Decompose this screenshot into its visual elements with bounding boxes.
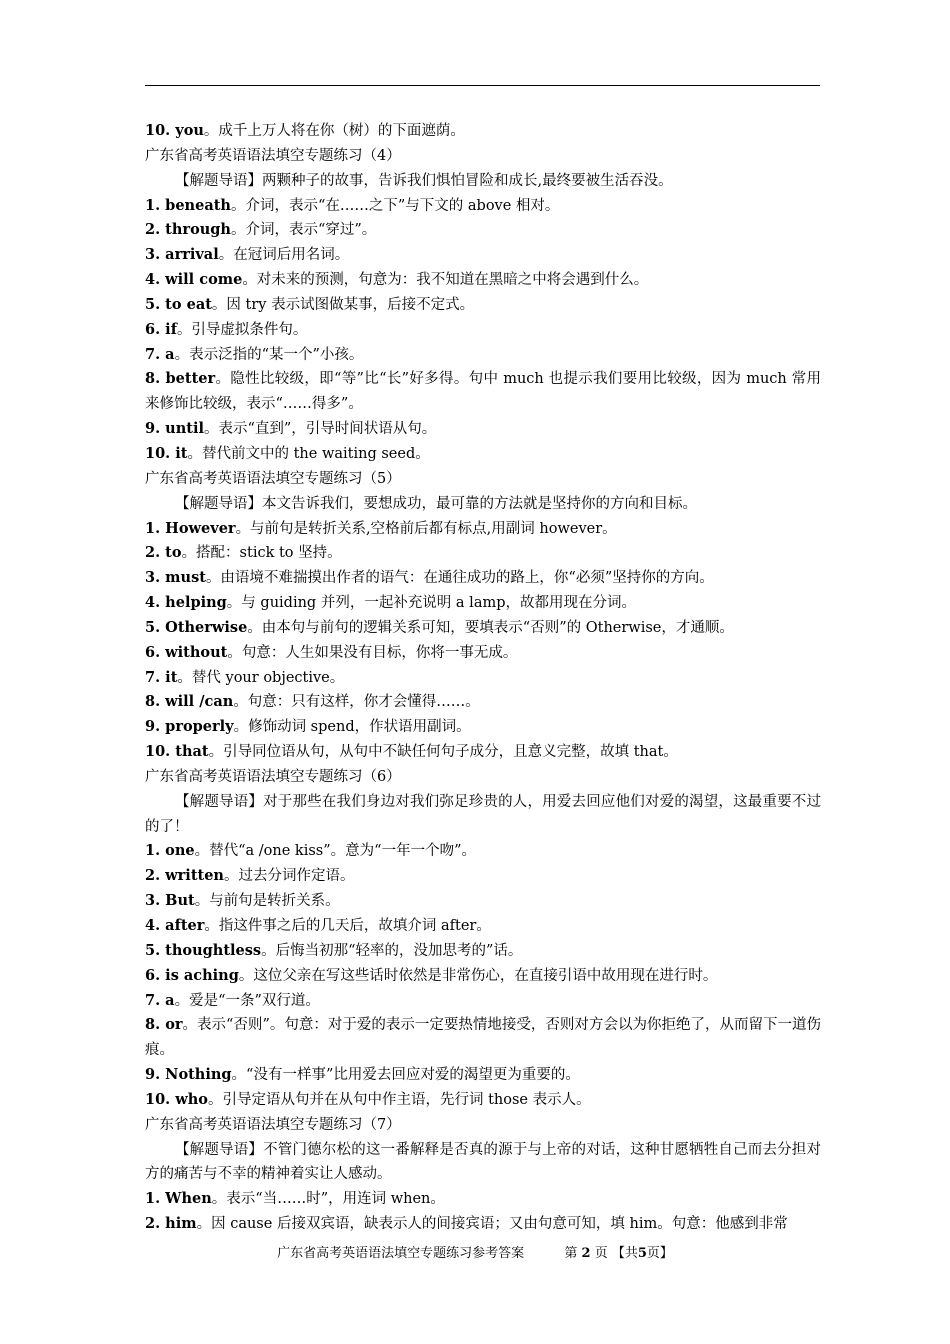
answer-word: 4. will come [145,271,243,289]
answer-item [145,442,821,467]
answer-word: 7. a [145,345,175,363]
answer-word: 1. When [145,1190,212,1208]
answer-item [145,417,821,442]
answer-explanation: 。句意：人生如果没有目标，你将一事无成。 [227,644,518,661]
answer-item [145,1088,821,1113]
answer-explanation: 。句意：只有这样，你才会懂得……。 [233,694,480,711]
answer-item [145,616,821,641]
answer-word: 3. But [145,892,195,910]
answer-explanation: 。介词，表示“穿过”。 [230,222,377,239]
answer-explanation: 。由语境不难揣摸出作者的语气：在通往成功的路上，你“必须”坚持你的方向。 [205,570,714,587]
answer-item [145,343,821,368]
answer-word: 1. However [145,519,236,537]
answer-item [145,914,821,939]
answer-item [145,864,821,889]
answer-word: 2. him [145,1215,197,1233]
footer-page-info: 第 2 页 【共5页】 [564,1246,673,1261]
section-guide: 【解题导语】对于那些在我们身边对我们弥足珍贵的人，用爱去回应他们对爱的渴望，这最重要不过的了！ [145,793,821,835]
answer-item [145,517,821,542]
answer-word: 7. a [145,991,175,1009]
footer-page-number: 2 [581,1246,591,1261]
answer-explanation: 。替代前文中的 the waiting seed。 [187,445,430,462]
answer-word: 4. after [145,917,205,934]
answer-item [145,939,821,964]
answer-word: 2. through [145,221,231,239]
answer-item [145,318,821,343]
answer-explanation: 。成千上万人将在你（树）的下面遮荫。 [203,123,465,139]
answer-word: 10. who [145,1090,208,1108]
answer-word: 5. Otherwise [145,618,248,636]
answer-explanation: 。隐性比较级，即“等”比“长”好多得。句中 much 也提示我们要用比较级，因为 much 常用来修饰比较级，表示“……得多”。 [145,371,822,413]
answer-explanation: 。因 try 表示试图做某事，后接不定式。 [211,296,475,313]
answer-word: 1. beneath [145,196,231,214]
answer-item [145,715,821,740]
answer-word: 1. one [145,842,195,860]
answer-word: 6. if [145,320,177,338]
answer-explanation: 。后悔当初那“轻率的，没加思考的”话。 [261,942,523,959]
answer-item [145,591,821,616]
answer-word: 2. written [145,867,224,885]
answer-word: 6. without [145,643,228,661]
answer-explanation: 。爱是“一条”双行道。 [174,992,320,1009]
answer-item [145,566,821,591]
section-guide: 【解题导语】不管门德尔松的这一番解释是否真的源于与上帝的对话，这种甘愿牺牲自己而去分担对方的痛苦与不幸的精神着实让人感动。 [145,1141,821,1183]
answer-item [145,243,821,268]
answer-explanation: 。在冠词后用名词。 [218,247,350,264]
answer-word: 8. better [145,370,216,388]
section-title: 广东省高考英语语法填空专题练习（5） [145,470,401,487]
answer-explanation: 。表示“当……时”，用连词 when。 [211,1191,445,1208]
answer-item [145,268,821,293]
answer-explanation: 。与前句是转折关系。 [194,893,340,910]
answer-word: 8. or [145,1016,183,1034]
answer-explanation: 。与前句是转折关系,空格前后都有标点,用副词 however。 [235,520,617,537]
answer-word: 3. arrival [145,246,219,264]
answer-word: 2. to [145,544,182,562]
section-title: 广东省高考英语语法填空专题练习（4） [145,147,401,164]
answer-explanation: 。指这件事之后的几天后，故填介词 after。 [204,918,491,934]
section-title: 广东省高考英语语法填空专题练习（6） [145,768,401,785]
answer-word: 6. is aching [145,966,239,984]
answer-item [145,1187,821,1212]
answer-explanation: 。修饰动词 spend，作状语用副词。 [233,719,471,736]
page-footer [0,1246,950,1262]
answer-word: 8. will /can [145,693,234,711]
answer-word: 5. to eat [145,295,212,313]
answer-word: 10. that [145,743,209,761]
answer-word: 9. properly [145,718,234,736]
answer-explanation: 。与 guiding 并列，一起补充说明 a lamp，故都用现在分词。 [226,595,636,612]
answer-explanation: 。表示泛指的“某一个”小孩。 [174,346,364,363]
answer-word: 5. thoughtless [145,941,262,959]
answer-item [145,218,821,243]
answer-word: 3. must [145,569,206,587]
answer-item [145,839,821,864]
footer-page-total: 5 [637,1246,647,1261]
answer-explanation: 。搭配：stick to 坚持。 [181,545,342,562]
answer-explanation: 。引导同位语从句，从句中不缺任何句子成分，且意义完整，故填 that。 [208,744,678,761]
answer-explanation: 。介词，表示“在……之下”与下文的 above 相对。 [230,197,560,214]
answer-explanation: 。引导虚拟条件句。 [176,321,308,338]
footer-doc-title: 广东省高考英语语法填空专题练习参考答案 [277,1246,525,1261]
answer-explanation: 。引导定语从句并在从句中作主语，先行词 those 表示人。 [207,1091,591,1108]
answer-explanation: 。对未来的预测，句意为：我不知道在黑暗之中将会遇到什么。 [242,272,649,289]
answer-word: 7. it [145,668,178,686]
answer-word: 4. helping [145,594,227,612]
answer-item [145,666,821,691]
answer-item [145,194,821,219]
answer-explanation: 。表示“直到”，引导时间状语从句。 [203,421,437,438]
answer-word: 9. until [145,420,204,438]
answer-word: 10. it [145,444,188,462]
answer-item [145,989,821,1014]
answer-item [145,119,821,144]
answer-item [145,541,821,566]
answer-explanation: 。由本句与前句的逻辑关系可知，要填表示“否则”的 Otherwise，才通顺。 [247,619,734,636]
answer-item [145,889,821,914]
answer-word: 9. Nothing [145,1066,232,1084]
answer-item [145,641,821,666]
answer-word: 10. you [145,122,204,139]
section-title: 广东省高考英语语法填空专题练习（7） [145,1116,401,1133]
answer-explanation: 。过去分词作定语。 [223,868,355,885]
answer-explanation: 。替代 your objective。 [177,669,345,686]
header-rule [145,85,820,86]
answer-item [145,1212,821,1237]
answer-explanation: 。“没有一样事”比用爱去回应对爱的渴望更为重要的。 [231,1067,580,1084]
section-guide: 【解题导语】本文告诉我们，要想成功，最可靠的方法就是坚持你的方向和目标。 [175,495,697,512]
answer-item [145,690,821,715]
answer-explanation: 。因 cause 后接双宾语，缺表示人的间接宾语；又由句意可知，填 him。句意：他感到非常 [196,1216,788,1233]
answer-item [145,964,821,989]
answer-explanation: 。表示“否则”。句意：对于爱的表示一定要热情地接受，否则对方会以为你拒绝了，从而留下一道伤痕。 [145,1017,821,1059]
answer-item [145,1063,821,1088]
answer-item [145,293,821,318]
section-guide: 【解题导语】两颗种子的故事，告诉我们惧怕冒险和成长,最终要被生活吞没。 [175,172,673,189]
answer-item [145,740,821,765]
answer-explanation: 。这位父亲在写这些话时依然是非常伤心，在直接引语中故用现在进行时。 [238,967,718,984]
document-body [145,119,821,1237]
answer-explanation: 。替代“a /one kiss”。意为“一年一个吻”。 [194,843,476,860]
answer-item [145,1013,821,1063]
answer-item [145,367,821,417]
